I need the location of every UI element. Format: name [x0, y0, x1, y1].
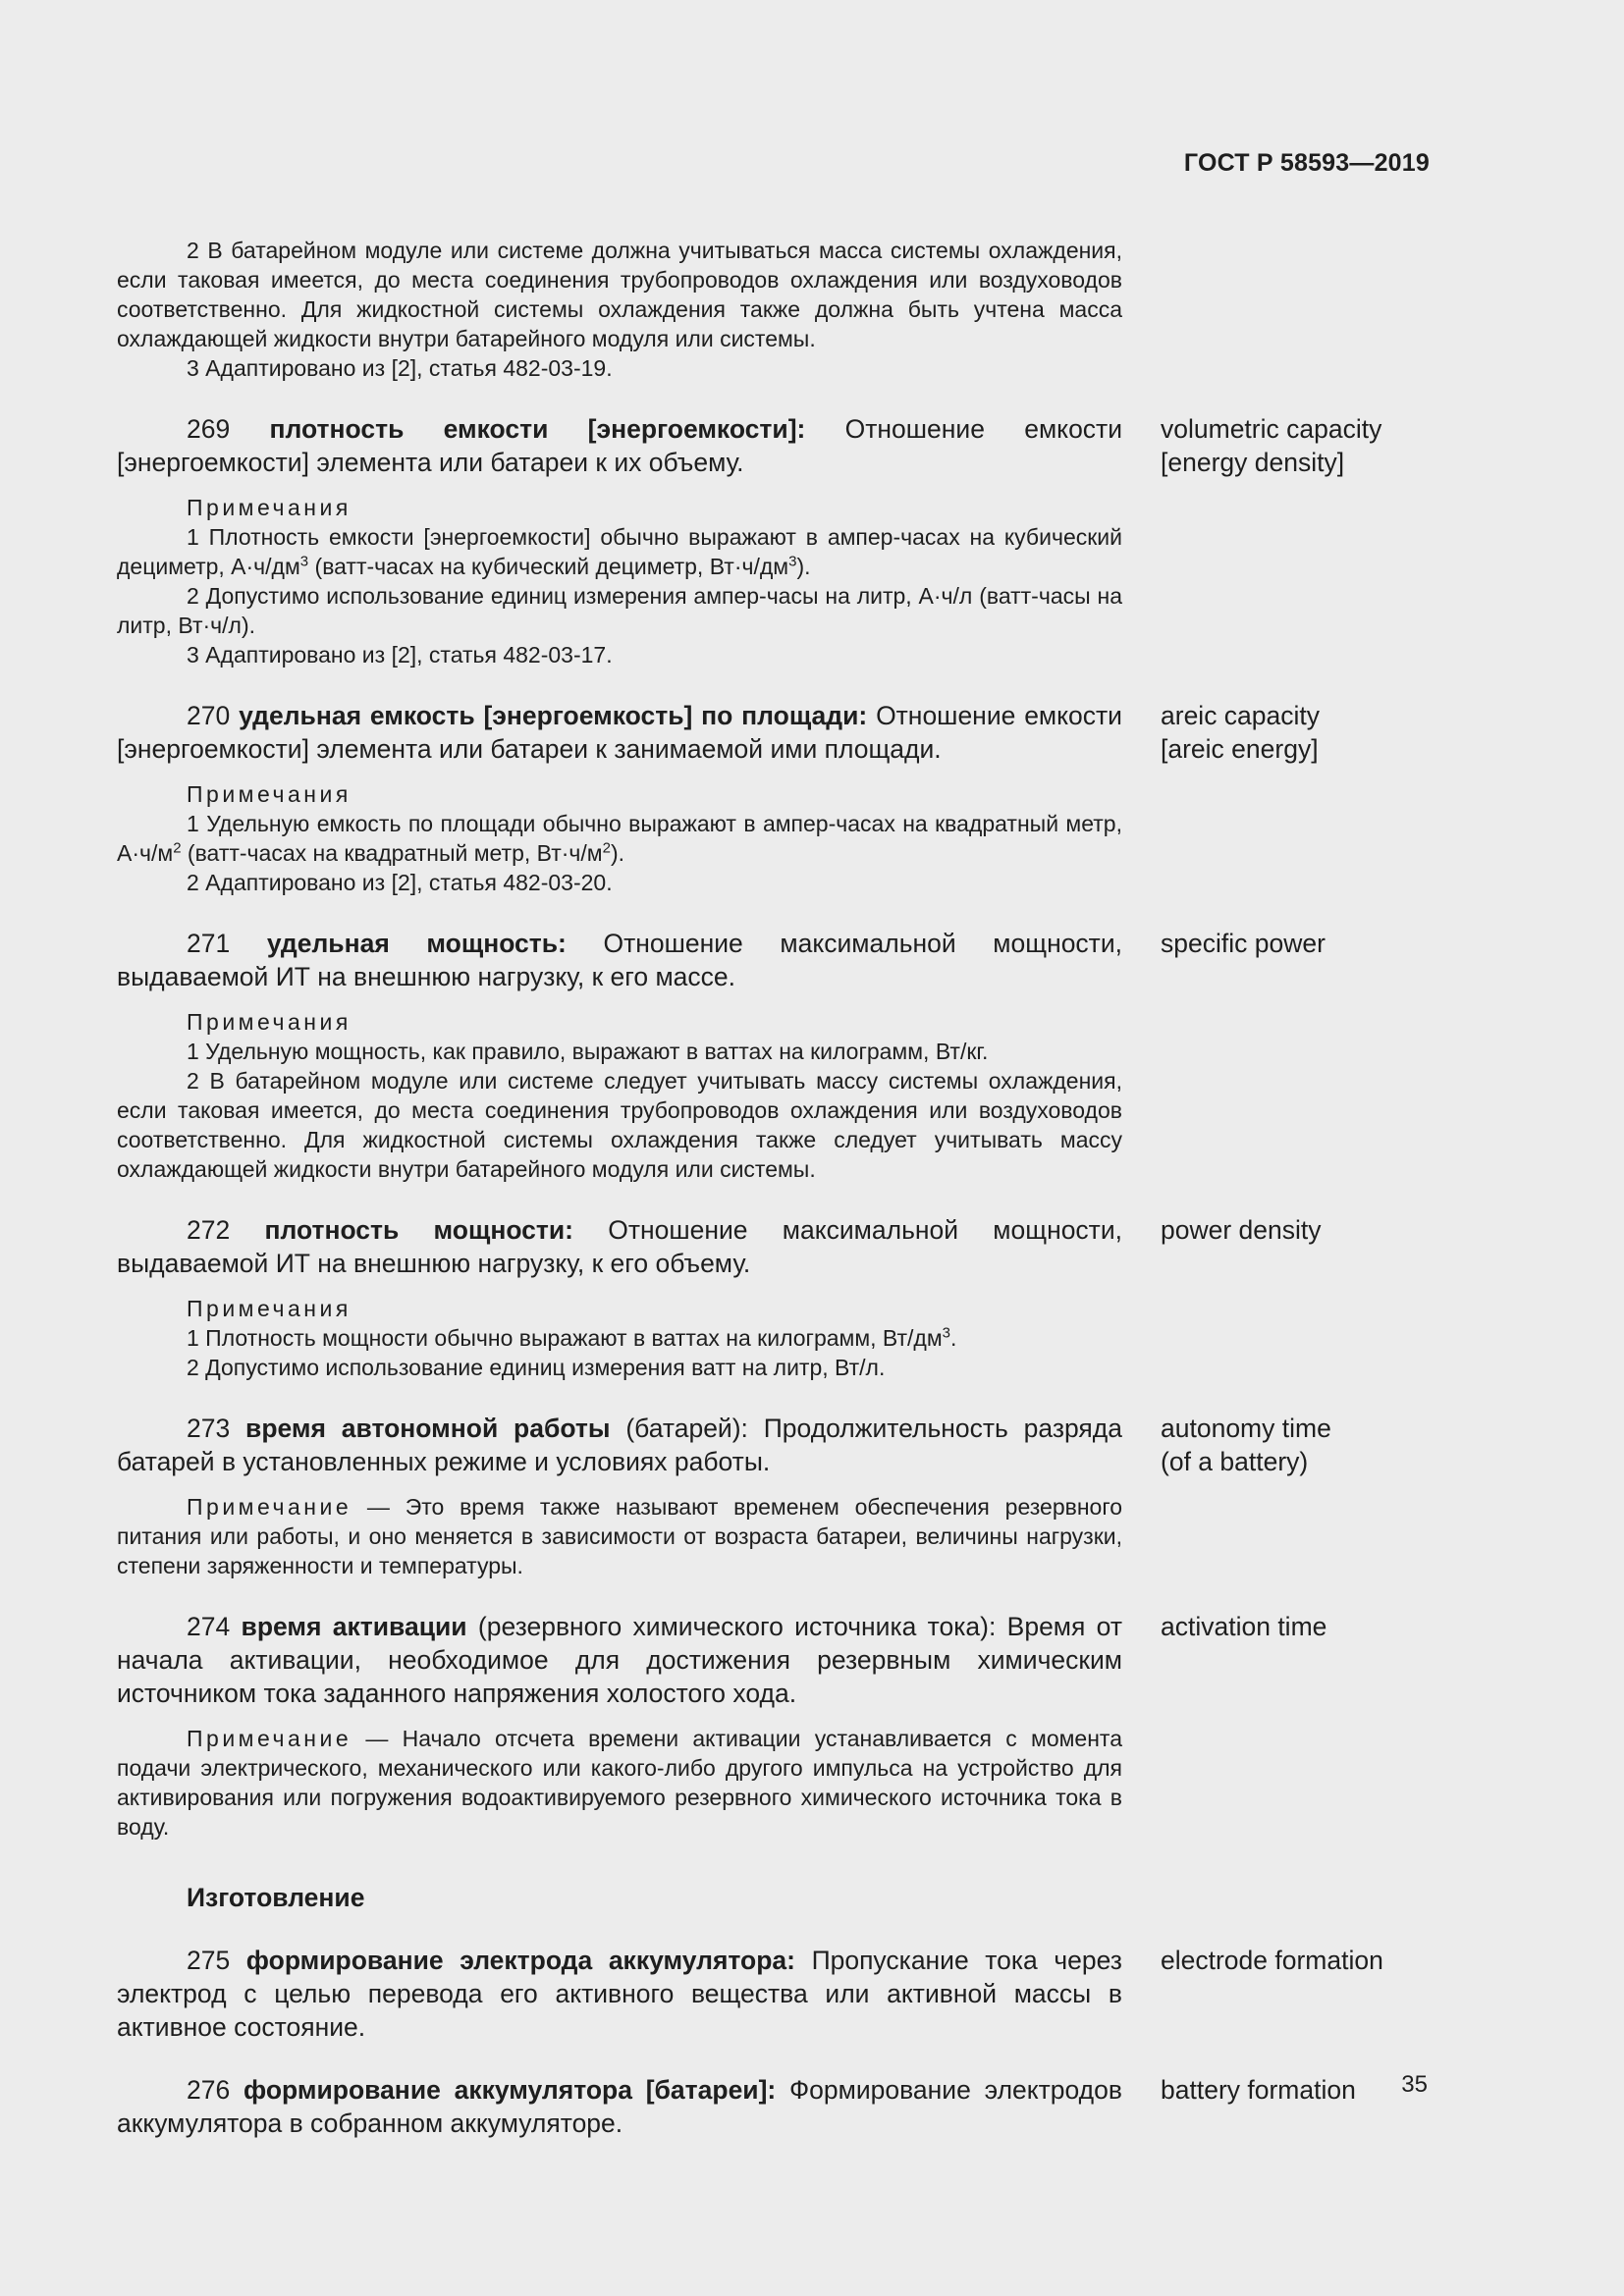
- english-term-line: [energy density]: [1161, 448, 1345, 477]
- term-text: [117, 699, 1122, 766]
- term-text: [117, 412, 1122, 479]
- term-text: [117, 1944, 1122, 2044]
- term-number: 271: [187, 929, 231, 958]
- lead-notes: [117, 236, 1122, 383]
- notes-heading: Примечания: [187, 1009, 352, 1035]
- term-definition: (резервного химического источника тока): Время от начала активации, необходимое для достижения резервным химическим источником тока заданного напряжения холостого хода.: [117, 1612, 1122, 1708]
- english-term-line: areic capacity: [1161, 701, 1321, 730]
- section-title: Изготовление: [187, 1883, 365, 1912]
- english-term-line: specific power: [1161, 929, 1326, 958]
- notes-block: [117, 1294, 1122, 1382]
- term-text: [117, 927, 1122, 993]
- notes-heading: Примечания: [187, 495, 352, 520]
- english-term-line: (of a battery): [1161, 1447, 1309, 1476]
- english-term-line: activation time: [1161, 1612, 1327, 1641]
- note-label: Примечание: [187, 1494, 352, 1520]
- english-term-line: volumetric capacity: [1161, 414, 1382, 444]
- english-term: [1161, 1213, 1396, 1247]
- term-entry-275: [117, 1944, 1393, 2044]
- term-name: плотность емкости [энергоемкости]:: [269, 414, 806, 444]
- term-entry-274: [117, 1610, 1393, 1842]
- term-name: формирование электрода аккумулятора:: [245, 1946, 795, 1975]
- term-definition: Отношение емкости [энергоемкости] элемента или батареи к их объему.: [117, 414, 1122, 477]
- term-number: 270: [187, 701, 231, 730]
- term-text: [117, 1610, 1122, 1710]
- notes-heading: Примечания: [187, 781, 352, 807]
- term-name: время автономной работы: [245, 1414, 611, 1443]
- english-term: [1161, 1610, 1396, 1643]
- term-number: 273: [187, 1414, 231, 1443]
- term-number: 276: [187, 2075, 231, 2105]
- notes-block: [117, 1007, 1122, 1184]
- note: 2 Допустимо использование единиц измерения ампер-часы на литр, А·ч/л (ватт-часы на литр, Вт·ч/л).: [117, 583, 1122, 638]
- term-name: время активации: [241, 1612, 467, 1641]
- note: 2 Допустимо использование единиц измерения ватт на литр, Вт/л.: [187, 1355, 886, 1380]
- notes-block: [117, 1492, 1122, 1580]
- term-name: удельная емкость [энергоемкость] по площади:: [239, 701, 868, 730]
- english-term: [1161, 412, 1396, 479]
- term-number: 275: [187, 1946, 231, 1975]
- term-definition: Отношение максимальной мощности, выдаваемой ИТ на внешнюю нагрузку, к его массе.: [117, 929, 1122, 991]
- term-name: плотность мощности:: [264, 1215, 574, 1245]
- term-number: 272: [187, 1215, 231, 1245]
- notes-block: [117, 493, 1122, 669]
- note: 2 Адаптировано из [2], статья 482-03-20.: [187, 870, 613, 895]
- note: 1 Плотность мощности обычно выражают в ваттах на килограмм, $Вт/дм^3$.: [187, 1324, 957, 1351]
- english-term: [1161, 927, 1396, 960]
- english-term-line: electrode formation: [1161, 1946, 1383, 1975]
- term-definition: (батарей): Продолжительность разряда батарей в установленных режиме и условиях работы.: [117, 1414, 1122, 1476]
- term-definition: Отношение максимальной мощности, выдаваемой ИТ на внешнюю нагрузку, к его объему.: [117, 1215, 1122, 1278]
- english-term-line: autonomy time: [1161, 1414, 1331, 1443]
- english-term-line: power density: [1161, 1215, 1322, 1245]
- english-term: [1161, 699, 1396, 766]
- english-term: [1161, 1412, 1396, 1478]
- term-entry-273: [117, 1412, 1393, 1580]
- english-term: [1161, 1944, 1396, 1977]
- term-text: [117, 1213, 1122, 1280]
- note: 1 Плотность емкости [энергоемкости] обычно выражают в ампер-часах на кубический дециметр, $А\cdot ч/дм^3$ (ватт-часах на кубический дециметр, $Вт\cdot ч/дм^3$).: [117, 524, 1122, 579]
- term-definition: Пропускание тока через электрод с целью перевода его активного вещества или активной массы в активное состояние.: [117, 1946, 1122, 2042]
- lead-note: 2 В батарейном модуле или системе должна учитываться масса системы охлаждения, если таковая имеется, до места соединения трубопроводов охлаждения или воздуховодов соответственно. Для жидкостной системы охлаждения также должна быть учтена масса охлаждающей жидкости внутри батарейного модуля или системы.: [117, 238, 1122, 351]
- term-definition: Формирование электродов аккумулятора в собранном аккумуляторе.: [117, 2075, 1122, 2138]
- note: Примечание — Начало отсчета времени активации устанавливается с момента подачи электрического, механического или какого-либо другого импульса на устройство для активирования или погружения водоактивируемого резервного химического источника тока в воду.: [117, 1726, 1122, 1840]
- term-entry-272: [117, 1213, 1393, 1382]
- notes-block: [117, 779, 1122, 897]
- term-text: [117, 1412, 1122, 1478]
- english-term-line: [areic energy]: [1161, 734, 1319, 764]
- note: 1 Удельную емкость по площади обычно выражают в ампер-часах на квадратный метр, $А\cdot ч/м^2$ (ватт-часах на квадратный метр, $Вт\cdot ч/м^2$).: [117, 811, 1122, 866]
- lead-note: 3 Адаптировано из [2], статья 482-03-19.: [187, 355, 613, 381]
- term-entry-270: [117, 699, 1393, 897]
- term-number: 269: [187, 414, 231, 444]
- notes-block: [117, 1724, 1122, 1842]
- term-definition: Отношение емкости [энергоемкости] элемента или батареи к занимаемой ими площади.: [117, 701, 1122, 764]
- note: Примечание — Это время также называют временем обеспечения резервного питания или работы, и оно меняется в зависимости от возраста батареи, величины нагрузки, степени заряженности и температуры.: [117, 1494, 1122, 1578]
- document-header: ГОСТ Р 58593—2019: [1183, 149, 1430, 177]
- note: 2 В батарейном модуле или системе следует учитывать массу системы охлаждения, если таковая имеется, до места соединения трубопроводов охлаждения или воздуховодов соответственно. Для жидкостной системы охлаждения также следует учитывать массу охлаждающей жидкости внутри батарейного модуля или системы.: [117, 1068, 1122, 1182]
- note: 1 Удельную мощность, как правило, выражают в ваттах на килограмм, Вт/кг.: [187, 1039, 989, 1064]
- english-term: [1161, 2073, 1396, 2107]
- notes-heading: Примечания: [187, 1296, 352, 1321]
- term-entry-276: [117, 2073, 1393, 2140]
- note-label: Примечание: [187, 1726, 352, 1751]
- term-number: 274: [187, 1612, 231, 1641]
- term-name: формирование аккумулятора [батареи]:: [244, 2075, 777, 2105]
- term-text: [117, 2073, 1122, 2140]
- term-entry-271: [117, 927, 1393, 1184]
- page-number: 35: [1401, 2071, 1428, 2098]
- term-name: удельная мощность:: [266, 929, 567, 958]
- document-body: [117, 236, 1393, 2140]
- english-term-line: battery formation: [1161, 2075, 1356, 2105]
- term-entry-269: [117, 412, 1393, 669]
- note: 3 Адаптировано из [2], статья 482-03-17.: [187, 642, 613, 667]
